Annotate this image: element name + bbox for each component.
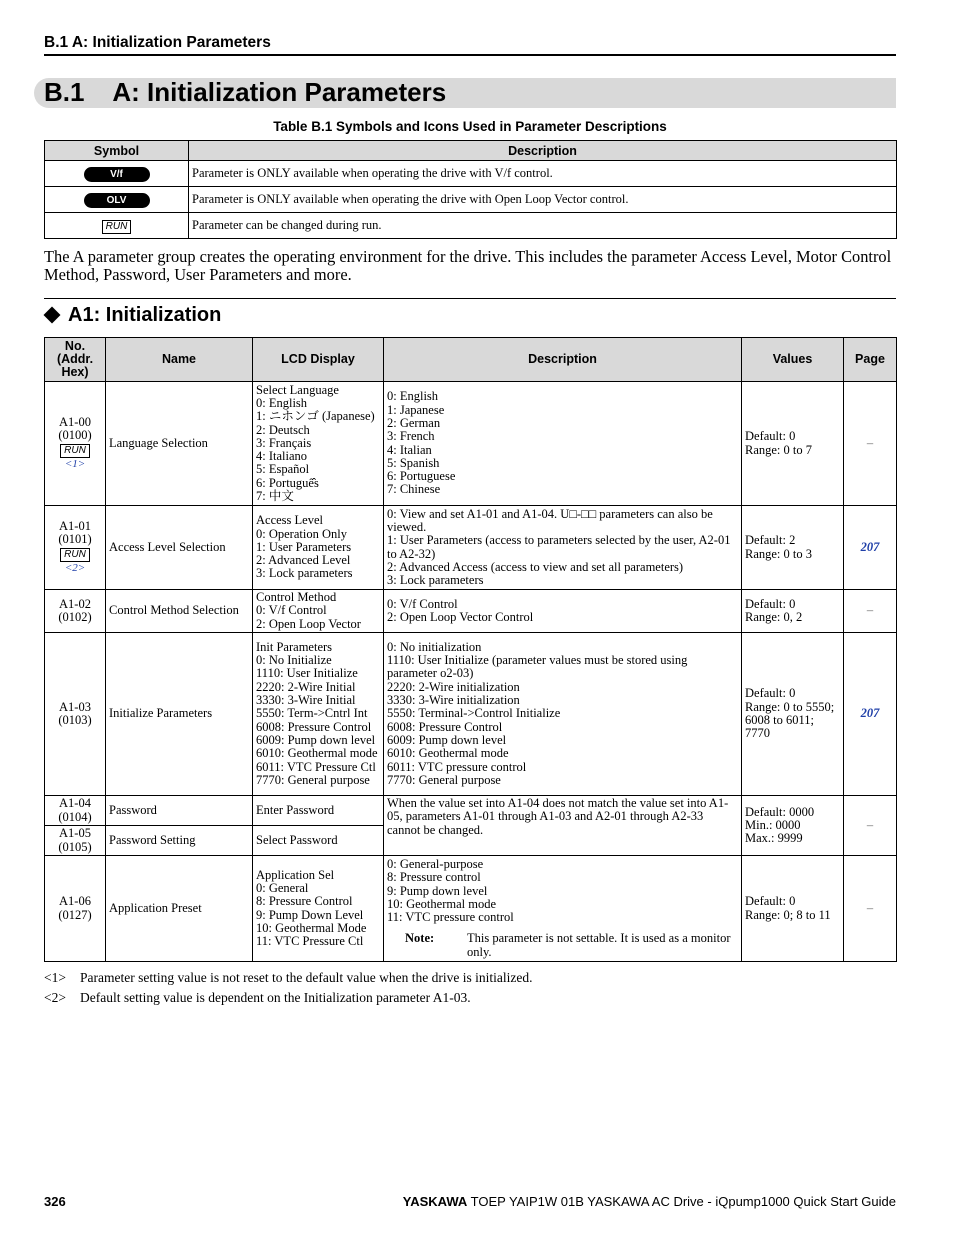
symbols-row-run xyxy=(45,213,897,239)
param-number-cell xyxy=(45,382,106,506)
param-number: A1-04 xyxy=(59,796,91,811)
section-banner xyxy=(34,78,896,108)
cell-line: Enter Password xyxy=(256,802,335,817)
param-description xyxy=(384,633,742,796)
cell-line: 3: French xyxy=(387,429,435,444)
cell-line: 4: Italian xyxy=(387,442,432,457)
table-row xyxy=(45,506,897,590)
symbols-header-symbol: Symbol xyxy=(45,141,189,161)
cell-line: 11: VTC pressure control xyxy=(387,910,514,925)
cell-line: Default: 2 xyxy=(745,533,796,548)
param-values xyxy=(742,590,844,633)
cell-line: Range: 0 to 7 xyxy=(745,442,813,457)
cell-line: 2: Advanced Level xyxy=(256,553,351,568)
page-link[interactable]: 207 xyxy=(860,706,880,721)
symbols-row-olv xyxy=(45,187,897,213)
vf-badge: V/f xyxy=(84,167,150,182)
param-name: Application Preset xyxy=(106,856,253,962)
symbols-row-description: Parameter can be changed during run. xyxy=(189,213,897,239)
footnote xyxy=(44,968,896,988)
cell-line: 0: V/f Control xyxy=(256,603,327,618)
param-page: – xyxy=(844,382,897,506)
cell-line: 2: Open Loop Vector Control xyxy=(387,610,534,624)
param-page: – xyxy=(844,590,897,633)
cell-line: 1: ニホンゴ (Japanese) xyxy=(256,409,375,424)
symbols-table-caption: Table B.1 Symbols and Icons Used in Parameter Descriptions xyxy=(273,119,667,134)
table-row xyxy=(45,633,897,796)
cell-line: 2: Deutsch xyxy=(256,422,310,437)
footnote-text: Parameter setting value is not reset to the default value when the drive is initialized. xyxy=(80,970,533,985)
param-number-cell xyxy=(45,590,106,633)
param-address: (0127) xyxy=(58,907,92,922)
run-badge: RUN xyxy=(60,444,90,458)
cell-line: Init Parameters xyxy=(256,639,333,654)
cell-line: 2: German xyxy=(387,415,441,430)
cell-line: 0: Operation Only xyxy=(256,526,347,541)
param-values xyxy=(742,506,844,590)
header-description: Description xyxy=(384,338,742,382)
param-page: – xyxy=(844,856,897,962)
cell-line: Control Method xyxy=(256,590,337,605)
footer-brand: YASKAWA xyxy=(402,1194,468,1209)
header-values: Values xyxy=(742,338,844,382)
param-lcd xyxy=(253,590,384,633)
param-number-cell xyxy=(45,856,106,962)
footer-doc-title xyxy=(403,1194,896,1209)
param-description xyxy=(384,796,742,856)
cell-line: 0: English xyxy=(387,389,439,404)
cell-line: 1: User Parameters xyxy=(256,539,352,554)
cell-line: Default: 0 xyxy=(745,894,796,909)
param-number: A1-01 xyxy=(59,519,91,534)
cell-line: 7: 中文 xyxy=(256,489,294,504)
param-number: A1-06 xyxy=(59,894,91,909)
cell-line: 6011: VTC Pressure Ctl xyxy=(256,759,376,774)
param-description xyxy=(384,590,742,633)
cell-line: 0: No Initialize xyxy=(256,653,332,668)
cell-line: 5: Español xyxy=(256,462,310,477)
cell-line: Range: 0 to 3 xyxy=(745,546,813,561)
header-no: No. (Addr. Hex) xyxy=(45,338,106,382)
cell-line: 0: English xyxy=(256,395,308,410)
param-values xyxy=(742,633,844,796)
cell-line: 9: Pump down level xyxy=(387,883,488,898)
cell-line: 3330: 3-Wire initialization xyxy=(387,693,520,708)
param-name: Password Setting xyxy=(106,826,253,856)
cell-line: 6011: VTC pressure control xyxy=(387,759,527,774)
cell-line: 6008: Pressure Control xyxy=(387,719,503,734)
cell-line: Application Sel xyxy=(256,867,335,882)
cell-line: 6: Portuguese xyxy=(387,469,456,484)
run-badge: RUN xyxy=(60,548,90,562)
symbols-row-vf xyxy=(45,161,897,187)
param-number: A1-00 xyxy=(59,415,91,430)
parameter-table xyxy=(44,337,897,962)
cell-line: Range: 0 to 5550; 6008 to 6011; 7770 xyxy=(745,699,835,741)
cell-line: 0: General-purpose xyxy=(387,856,484,871)
run-badge: RUN xyxy=(102,220,132,234)
param-address: (0100) xyxy=(58,428,92,443)
cell-line: 0: No initialization xyxy=(387,639,482,654)
table-row xyxy=(45,796,897,826)
cell-line: 5550: Terminal->Control Initialize xyxy=(387,706,561,721)
note-label: Note: xyxy=(405,931,435,946)
param-number: A1-03 xyxy=(59,699,91,714)
param-name: Password xyxy=(106,796,253,826)
param-page: – xyxy=(844,796,897,856)
param-description xyxy=(384,506,742,590)
table-row xyxy=(45,590,897,633)
cell-line: Default: 0 xyxy=(745,429,796,444)
header-name: Name xyxy=(106,338,253,382)
subsection-title: A1: Initialization xyxy=(68,304,222,326)
cell-line: 0: V/f Control xyxy=(387,596,458,611)
header-lcd: LCD Display xyxy=(253,338,384,382)
footnote-ref: <2> xyxy=(64,561,86,574)
param-page xyxy=(844,506,897,590)
cell-line: Default: 0 xyxy=(745,596,796,611)
param-lcd xyxy=(253,826,384,856)
param-description xyxy=(387,858,738,924)
cell-line: Min.: 0000 xyxy=(745,817,801,832)
olv-badge: OLV xyxy=(84,193,150,208)
cell-line: Max.: 9999 xyxy=(745,831,803,846)
symbols-table xyxy=(44,140,897,239)
table-row xyxy=(45,382,897,506)
header-page: Page xyxy=(844,338,897,382)
cell-line: 10: Geothermal Mode xyxy=(256,920,367,935)
cell-line: 7770: General purpose xyxy=(387,772,501,787)
footnote-ref: <1> xyxy=(64,457,86,470)
cell-line: 5: Spanish xyxy=(387,455,440,470)
note xyxy=(387,932,738,959)
param-lcd xyxy=(253,506,384,590)
note-text: This parameter is not settable. It is used as a monitor only. xyxy=(467,931,731,959)
param-lcd xyxy=(253,382,384,506)
running-header: B.1 A: Initialization Parameters xyxy=(44,34,271,51)
page-link[interactable]: 207 xyxy=(860,539,880,554)
cell-line: 2: Open Loop Vector xyxy=(256,616,361,631)
param-values xyxy=(742,382,844,506)
cell-line: 3: Lock parameters xyxy=(256,566,353,581)
symbols-row-description: Parameter is ONLY available when operating the drive with Open Loop Vector control. xyxy=(189,187,897,213)
table-row xyxy=(45,856,897,962)
cell-line: 8: Pressure Control xyxy=(256,894,353,909)
cell-line: 2: Advanced Access (access to view and set all parameters) xyxy=(387,559,684,574)
cell-line: 3: Lock parameters xyxy=(387,573,484,588)
param-number-cell xyxy=(45,796,106,826)
param-name: Access Level Selection xyxy=(106,506,253,590)
diamond-bullet-icon xyxy=(44,306,61,323)
cell-line: Default: 0 xyxy=(745,686,796,701)
subsection-rule xyxy=(44,298,896,299)
cell-line: Range: 0, 2 xyxy=(745,610,803,624)
parameter-table-header-row xyxy=(45,338,897,382)
footnote-key: <2> xyxy=(44,989,66,1005)
param-number-cell xyxy=(45,633,106,796)
intro-paragraph: The A parameter group creates the operating environment for the drive. This includes the parameter Access Level, Motor Control Method, Password, User Parameters and more. xyxy=(44,247,892,284)
cell-line: Select Language xyxy=(256,382,339,397)
cell-line: 4: Italiano xyxy=(256,449,308,464)
param-name: Control Method Selection xyxy=(106,590,253,633)
param-description-cell xyxy=(384,856,742,962)
cell-line: 3: Français xyxy=(256,435,312,450)
cell-line: Range: 0; 8 to 11 xyxy=(745,907,831,922)
param-values xyxy=(742,796,844,856)
param-number: A1-05 xyxy=(59,826,91,841)
footnote xyxy=(44,988,896,1008)
cell-line: 6: Portuguê̂s xyxy=(256,475,319,490)
cell-line: Select Password xyxy=(256,832,338,847)
cell-line: 7: Chinese xyxy=(387,482,441,497)
param-number-cell xyxy=(45,506,106,590)
cell-line: 0: View and set A1-01 and A1-04. U□-□□ parameters can also be viewed. xyxy=(387,506,713,534)
cell-line: 3330: 3-Wire Initial xyxy=(256,693,356,708)
param-address: (0102) xyxy=(58,610,92,624)
cell-line: 1: Japanese xyxy=(387,402,445,417)
footnotes xyxy=(44,968,896,1007)
symbols-row-description: Parameter is ONLY available when operating the drive with V/f control. xyxy=(189,161,897,187)
header-rule xyxy=(44,54,896,56)
param-description xyxy=(384,382,742,506)
cell-line: 11: VTC Pressure Ctl xyxy=(256,934,364,949)
page-number: 326 xyxy=(44,1194,66,1209)
param-address: (0101) xyxy=(58,532,92,547)
cell-line: When the value set into A1-04 does not match the value set into A1-05, parameters A1-01 through A1-03 and A2-01 through A2-33 cannot be changed. xyxy=(387,796,729,837)
subsection-heading xyxy=(44,304,221,327)
cell-line: 7770: General purpose xyxy=(256,772,370,787)
cell-line: Access Level xyxy=(256,513,323,528)
param-page xyxy=(844,633,897,796)
cell-line: 6008: Pressure Control xyxy=(256,719,372,734)
param-address: (0104) xyxy=(58,809,92,824)
cell-line: 6009: Pump down level xyxy=(256,732,376,747)
param-number: A1-02 xyxy=(59,596,91,611)
symbols-table-header-row xyxy=(45,141,897,161)
cell-line: 6009: Pump down level xyxy=(387,732,507,747)
cell-line: 10: Geothermal mode xyxy=(387,896,496,911)
cell-line: Default: 0000 xyxy=(745,804,815,819)
cell-line: 6010: Geothermal mode xyxy=(387,746,509,761)
cell-line: 2220: 2-Wire initialization xyxy=(387,679,520,694)
param-name: Initialize Parameters xyxy=(106,633,253,796)
cell-line: 5550: Term->Cntrl Int xyxy=(256,706,368,721)
cell-line: 1110: User Initialize (parameter values must be stored using parameter o2-03) xyxy=(387,653,688,681)
param-lcd xyxy=(253,796,384,826)
param-lcd xyxy=(253,856,384,962)
param-lcd xyxy=(253,633,384,796)
cell-line: 8: Pressure control xyxy=(387,870,481,885)
param-number-cell xyxy=(45,826,106,856)
param-values xyxy=(742,856,844,962)
cell-line: 1110: User Initialize xyxy=(256,666,358,681)
section-title: B.1 A: Initialization Parameters xyxy=(44,77,447,107)
footnote-key: <1> xyxy=(44,970,66,985)
cell-line: 9: Pump Down Level xyxy=(256,907,364,922)
cell-line: 2220: 2-Wire Initial xyxy=(256,679,356,694)
param-name: Language Selection xyxy=(106,382,253,506)
param-address: (0103) xyxy=(58,713,92,727)
symbols-header-description: Description xyxy=(189,141,897,161)
param-address: (0105) xyxy=(58,839,92,854)
footer-doc: TOEP YAIP1W 01B YASKAWA AC Drive - iQpump1000 Quick Start Guide xyxy=(467,1194,896,1209)
footnote-text: Default setting value is dependent on the Initialization parameter A1-03. xyxy=(80,989,471,1005)
cell-line: 1: User Parameters (access to parameters selected by the user, A2-01 to A2-32) xyxy=(387,533,731,561)
cell-line: 6010: Geothermal mode xyxy=(256,746,378,761)
cell-line: 0: General xyxy=(256,880,309,895)
